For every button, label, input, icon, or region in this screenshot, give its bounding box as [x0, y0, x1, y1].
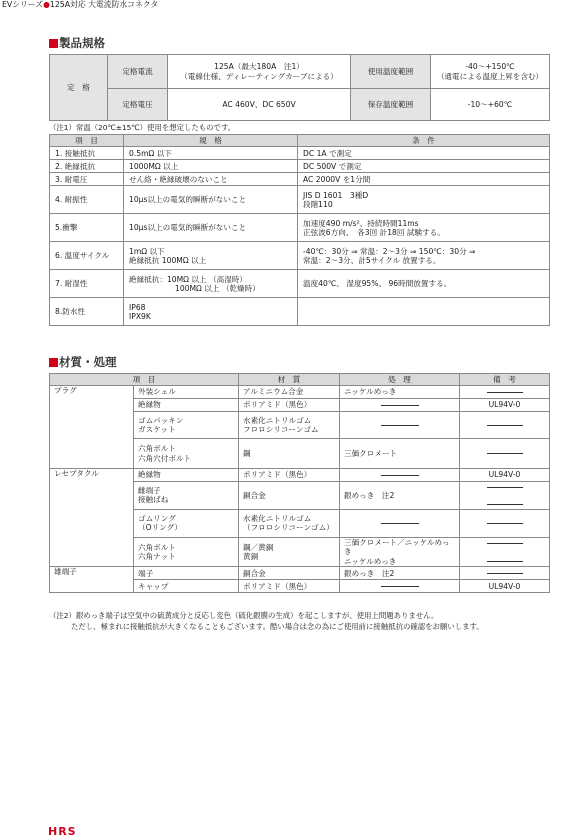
storage-temp-label: 保存温度範囲: [351, 89, 431, 121]
table-row: レセプタクル 絶縁物 ポリアミド（黒色） UL94V-0: [50, 469, 550, 482]
table-row: 2. 絶縁抵抗 1000MΩ 以上 DC 500V で測定: [50, 160, 550, 173]
red-square-icon: [49, 358, 58, 367]
spec-header-item: 項 目: [50, 135, 124, 147]
dash-mark: [381, 475, 419, 476]
note-1: （注1）常温（20℃±15℃）使用を想定したものです。: [49, 123, 236, 132]
operating-temp-label: 使用温度範囲: [351, 55, 431, 89]
page-header: [2, 0, 158, 10]
table-row: 5.衝撃 10μs以上の電気的瞬断がないこと 加速度490 m/s²、持続時間11ms 正弦波6方向、 各3回 計18回 試験する。: [50, 214, 550, 242]
table-row: 雄端子 端子 銅合金 銀めっき 注2: [50, 567, 550, 580]
table-row: キャップ ポリアミド（黒色） UL94V-0: [50, 580, 550, 593]
dash-mark: [487, 543, 523, 544]
spec-header-spec: 規 格: [124, 135, 298, 147]
table-row: 六角ボルト 六角穴付ボルト 鋼 三価クロメート: [50, 439, 550, 469]
table-row: 7. 耐湿性 絶縁抵抗：10MΩ 以上 （高湿時） 100MΩ 以上 （乾燥時） 温度40℃、 湿度95%、 96時間放置する。: [50, 270, 550, 298]
group-plug: プラグ: [50, 386, 134, 469]
materials-table: [49, 373, 550, 593]
ratings-group-label: 定 格: [50, 55, 108, 121]
dash-mark: [381, 523, 419, 524]
dash-line: [460, 386, 550, 399]
dash-mark: [487, 504, 523, 505]
table-row: 4. 耐振性 10μs以上の電気的瞬断がないこと JIS D 1601 3種D 段階110: [50, 186, 550, 214]
table-row: 6. 温度サイクル 1mΩ 以下 絶縁抵抗 100MΩ 以上 -40℃：30分 ⇒ 常温：2～3分 ⇒ 150℃：30分 ⇒ 常温：2～3分、計5サイクル 放置する。: [50, 242, 550, 270]
note-2-line-1: （注2）銀めっき端子は空気中の硫黄成分と反応し変色（硫化銀膜の生成）を起こしますが、使用上問題ありません。: [49, 611, 439, 620]
dash-mark: [487, 523, 523, 524]
bullet-icon: ●: [43, 0, 50, 9]
dash-mark: [381, 425, 419, 426]
header-title: 125A対応 大電流防水コネクタ: [49, 0, 159, 9]
red-square-icon: [49, 39, 58, 48]
storage-temp-value: -10～+60℃: [431, 89, 550, 121]
rated-current-value: 125A（最大180A 注1） （電線仕様、ディレーティングカーブによる）: [168, 55, 351, 89]
note-2-line-2: ただし、極まれに接触抵抗が大きくなることもございます。酷い場合は念の為にご使用前に接触抵抗の確認をお願いします。: [71, 622, 484, 631]
ratings-table: [49, 54, 550, 121]
table-row: ゴムパッキン ガスケット 水素化ニトリルゴム フロロシリコーンゴム: [50, 412, 550, 439]
dash-mark: [487, 573, 523, 574]
table-row: 1. 接触抵抗 0.5mΩ 以下 DC 1A で測定: [50, 147, 550, 160]
group-male-terminal: 雄端子: [50, 567, 134, 593]
table-row: 雌端子 接触ばね 銅合金 銀めっき 注2: [50, 482, 550, 510]
operating-temp-value: -40～+150℃ （通電による温度上昇を含む）: [431, 55, 550, 89]
dash-mark: [487, 425, 523, 426]
table-row: 絶縁物 ポリアミド（黒色） UL94V-0: [50, 399, 550, 412]
group-receptacle: レセプタクル: [50, 469, 134, 567]
table-row: 六角ボルト 六角ナット 鋼／黄銅 黄銅 三価クロメート／ニッケルめっき ニッケルめっき: [50, 537, 550, 566]
rated-current-label: 定格電流: [108, 55, 168, 89]
mat-header-material: 材 質: [239, 374, 340, 386]
table-row: 3. 耐電圧 せん絡・絶縁破壊のないこと AC 2000V を1分間: [50, 173, 550, 186]
table-row: ゴムリング （Oリング） 水素化ニトリルゴム （フロロシリコーンゴム）: [50, 509, 550, 537]
rated-voltage-label: 定格電圧: [108, 89, 168, 121]
dash-mark: [381, 405, 419, 406]
dash-mark: [487, 453, 523, 454]
section-title-materials: 材質・処理: [49, 355, 117, 369]
dash-mark: [487, 392, 523, 393]
spec-table: [49, 134, 550, 326]
section-title-specs: 製品規格: [49, 36, 105, 50]
mat-header-item: 項 目: [50, 374, 239, 386]
hrs-logo: HRS: [48, 825, 77, 838]
rated-voltage-value: AC 460V、DC 650V: [168, 89, 351, 121]
table-row: プラグ 外装シェル アルミニウム合金 ニッケルめっき: [50, 386, 550, 399]
spec-header-cond: 条 件: [298, 135, 550, 147]
dash-mark: [487, 561, 523, 562]
dash-mark: [487, 487, 523, 488]
dash-mark: [381, 586, 419, 587]
table-row: 8.防水性 IP68 IPX9K: [50, 298, 550, 326]
mat-header-remarks: 備 考: [460, 374, 550, 386]
mat-header-process: 処 理: [340, 374, 460, 386]
series-label: EVシリーズ: [2, 0, 44, 9]
